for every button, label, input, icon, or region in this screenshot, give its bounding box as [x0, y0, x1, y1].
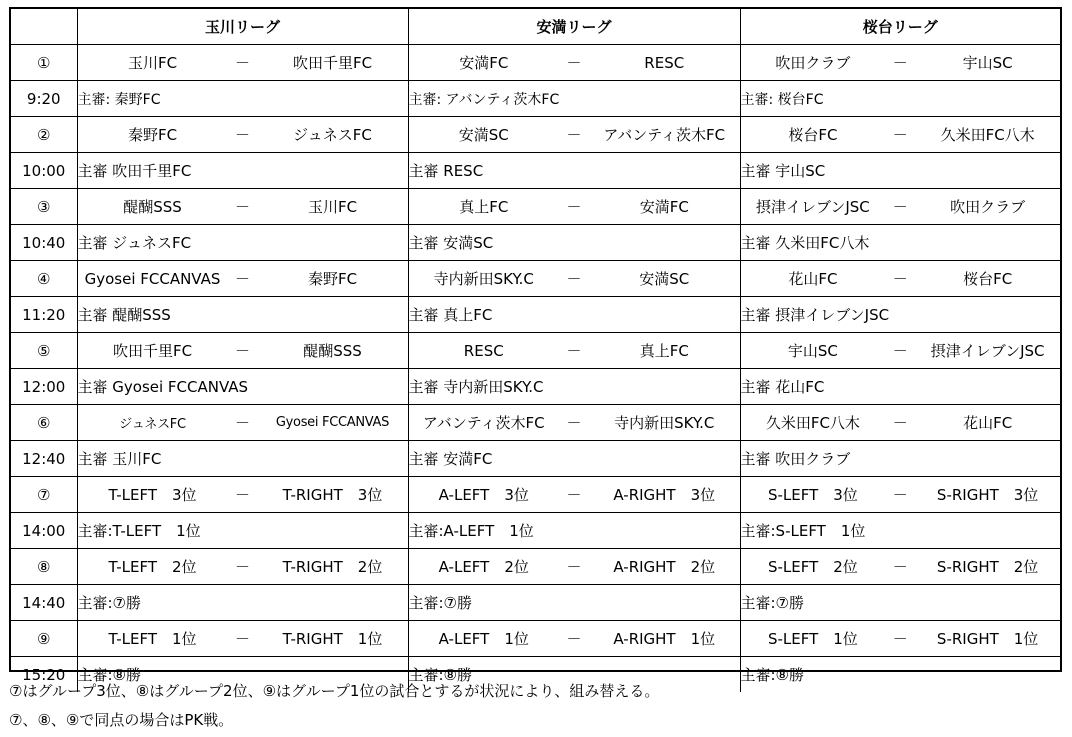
versus-dash: －: [566, 54, 582, 72]
referee-cell-sakuradai: 主審 久米田FC八木: [740, 225, 1060, 261]
home-team: 真上FC: [459, 198, 509, 216]
referee-cell-tamagawa: 主審:T-LEFT 1位: [77, 513, 408, 549]
versus-dash: －: [234, 270, 250, 288]
referee-cell-ama: 主審 安満SC: [408, 225, 740, 261]
home-team: 桜台FC: [788, 126, 838, 144]
league-header-sakuradai: 桜台リーグ: [740, 9, 1060, 45]
home-team: S-LEFT 1位: [767, 630, 858, 648]
referee-cell-tamagawa: 主審:⑧勝: [77, 657, 408, 693]
match-cell-sakuradai: [740, 45, 1060, 81]
round-number: ④: [11, 261, 77, 297]
home-team: 吹田千里FC: [112, 342, 193, 360]
away-team: ジュネスFC: [293, 126, 372, 144]
versus-dash: －: [892, 126, 908, 144]
referee-cell-sakuradai: 主審 花山FC: [740, 369, 1060, 405]
round-number: ③: [11, 189, 77, 225]
home-team: 花山FC: [788, 270, 838, 288]
home-team: 秦野FC: [127, 126, 178, 144]
match-cell-tamagawa: [77, 405, 408, 441]
referee-cell-tamagawa: 主審 玉川FC: [77, 441, 408, 477]
kickoff-time: 9:20: [11, 81, 77, 117]
away-team: 醍醐SSS: [303, 342, 362, 360]
referee-cell-tamagawa: 主審:⑦勝: [77, 585, 408, 621]
versus-dash: －: [234, 630, 250, 648]
versus-dash: －: [234, 198, 250, 216]
match-row: [11, 45, 1060, 81]
match-row: [11, 405, 1060, 441]
kickoff-time: 12:40: [11, 441, 77, 477]
versus-dash: －: [566, 342, 582, 360]
referee-cell-tamagawa: 主審 醍醐SSS: [77, 297, 408, 333]
match-cell-tamagawa: [77, 477, 408, 513]
corner-cell: [11, 9, 77, 45]
match-row: [11, 117, 1060, 153]
match-row: [11, 621, 1060, 657]
versus-dash: －: [234, 414, 250, 432]
referee-cell-sakuradai: 主審 吹田クラブ: [740, 441, 1060, 477]
match-cell-tamagawa: [77, 549, 408, 585]
versus-dash: －: [892, 414, 908, 432]
away-team: アバンティ茨木FC: [603, 126, 726, 144]
versus-dash: －: [566, 558, 582, 576]
away-team: 安満SC: [639, 270, 690, 288]
match-row: [11, 333, 1060, 369]
referee-cell-sakuradai: 主審:S-LEFT 1位: [740, 513, 1060, 549]
home-team: A-LEFT 2位: [438, 558, 529, 576]
away-team: A-RIGHT 3位: [613, 486, 716, 504]
referee-cell-sakuradai: 主審:⑧勝: [740, 657, 1060, 693]
referee-cell-ama: 主審:A-LEFT 1位: [408, 513, 740, 549]
referee-cell-sakuradai: 主審:⑦勝: [740, 585, 1060, 621]
match-row: [11, 549, 1060, 585]
versus-dash: －: [892, 486, 908, 504]
away-team: A-RIGHT 1位: [613, 630, 716, 648]
away-team: 吹田千里FC: [292, 54, 373, 72]
home-team: アバンティ茨木FC: [422, 414, 545, 432]
away-team: S-RIGHT 3位: [936, 486, 1039, 504]
round-number: ⑦: [11, 477, 77, 513]
away-team: 花山FC: [963, 414, 1013, 432]
home-team: RESC: [463, 341, 504, 360]
away-team: RESC: [644, 53, 685, 72]
versus-dash: －: [566, 126, 582, 144]
away-team: T-RIGHT 2位: [282, 558, 383, 576]
referee-row: [11, 297, 1060, 333]
referee-cell-ama: 主審 RESC: [408, 153, 740, 189]
round-number: ⑧: [11, 549, 77, 585]
kickoff-time: 14:00: [11, 513, 77, 549]
away-team: Gyosei FCCANVAS: [275, 415, 390, 430]
referee-cell-tamagawa: 主審 吹田千里FC: [77, 153, 408, 189]
home-team: T-LEFT 2位: [108, 558, 197, 576]
away-team: S-RIGHT 1位: [936, 630, 1039, 648]
round-number: ②: [11, 117, 77, 153]
home-team: T-LEFT 1位: [108, 630, 197, 648]
away-team: 安満FC: [639, 198, 689, 216]
away-team: 久米田FC八木: [940, 126, 1035, 144]
kickoff-time: 15:20: [11, 657, 77, 693]
match-cell-sakuradai: [740, 261, 1060, 297]
versus-dash: －: [892, 198, 908, 216]
home-team: 安満SC: [458, 126, 509, 144]
note-regrouping: ⑦はグループ3位、⑧はグループ2位、⑨はグループ1位の試合とするが状況により、組み替える。: [9, 682, 660, 700]
referee-row: [11, 81, 1060, 117]
away-team: 真上FC: [639, 342, 689, 360]
match-cell-ama: [408, 333, 740, 369]
versus-dash: －: [566, 198, 582, 216]
home-team: Gyosei FCCANVAS: [84, 269, 221, 288]
round-number: ⑨: [11, 621, 77, 657]
away-team: A-RIGHT 2位: [613, 558, 716, 576]
match-row: [11, 189, 1060, 225]
home-team: 醍醐SSS: [123, 198, 182, 216]
home-team: 安満FC: [459, 54, 509, 72]
match-cell-ama: [408, 117, 740, 153]
league-header-ama: 安満リーグ: [408, 9, 740, 45]
versus-dash: －: [234, 486, 250, 504]
referee-row: [11, 369, 1060, 405]
referee-cell-sakuradai: 主審 摂津イレブンJSC: [740, 297, 1060, 333]
away-team: 宇山SC: [962, 54, 1013, 72]
home-team: T-LEFT 3位: [108, 486, 197, 504]
referee-cell-ama: 主審:⑦勝: [408, 585, 740, 621]
match-cell-sakuradai: [740, 189, 1060, 225]
match-cell-ama: [408, 45, 740, 81]
away-team: 寺内新田SKY.C: [614, 414, 715, 432]
match-cell-sakuradai: [740, 477, 1060, 513]
referee-cell-ama: 主審 真上FC: [408, 297, 740, 333]
home-team: 玉川FC: [127, 54, 178, 72]
versus-dash: －: [566, 270, 582, 288]
match-cell-tamagawa: [77, 261, 408, 297]
round-number: ⑤: [11, 333, 77, 369]
referee-row: [11, 225, 1060, 261]
away-team: S-RIGHT 2位: [936, 558, 1039, 576]
referee-row: [11, 513, 1060, 549]
kickoff-time: 10:40: [11, 225, 77, 261]
versus-dash: －: [892, 630, 908, 648]
versus-dash: －: [234, 126, 250, 144]
kickoff-time: 10:00: [11, 153, 77, 189]
referee-cell-ama: 主審 寺内新田SKY.C: [408, 369, 740, 405]
away-team: 秦野FC: [307, 270, 358, 288]
home-team: 久米田FC八木: [765, 414, 860, 432]
referee-row: [11, 585, 1060, 621]
home-team: 宇山SC: [787, 342, 838, 360]
versus-dash: －: [234, 54, 250, 72]
league-header-tamagawa: 玉川リーグ: [77, 9, 408, 45]
versus-dash: －: [892, 54, 908, 72]
kickoff-time: 11:20: [11, 297, 77, 333]
round-number: ⑥: [11, 405, 77, 441]
away-team: T-RIGHT 1位: [282, 630, 383, 648]
home-team: A-LEFT 1位: [438, 630, 529, 648]
kickoff-time: 14:40: [11, 585, 77, 621]
referee-cell-tamagawa: 主審 ジュネスFC: [77, 225, 408, 261]
match-cell-ama: [408, 405, 740, 441]
away-team: T-RIGHT 3位: [282, 486, 383, 504]
match-cell-sakuradai: [740, 405, 1060, 441]
match-cell-sakuradai: [740, 549, 1060, 585]
versus-dash: －: [566, 486, 582, 504]
referee-row: [11, 153, 1060, 189]
match-cell-sakuradai: [740, 621, 1060, 657]
referee-row: [11, 441, 1060, 477]
home-team: 寺内新田SKY.C: [433, 270, 534, 288]
match-cell-tamagawa: [77, 621, 408, 657]
versus-dash: －: [892, 342, 908, 360]
versus-dash: －: [566, 630, 582, 648]
versus-dash: －: [892, 270, 908, 288]
away-team: 桜台FC: [963, 270, 1013, 288]
referee-cell-tamagawa: 主審: 秦野FC: [77, 81, 408, 117]
home-team: 摂津イレブンJSC: [755, 198, 870, 216]
kickoff-time: 12:00: [11, 369, 77, 405]
home-team: S-LEFT 2位: [767, 558, 858, 576]
away-team: 玉川FC: [307, 198, 358, 216]
match-cell-ama: [408, 261, 740, 297]
match-cell-sakuradai: [740, 117, 1060, 153]
match-row: [11, 261, 1060, 297]
away-team: 摂津イレブンJSC: [930, 342, 1045, 360]
versus-dash: －: [892, 558, 908, 576]
match-cell-ama: [408, 621, 740, 657]
schedule-table: [11, 9, 1060, 692]
home-team: A-LEFT 3位: [438, 486, 529, 504]
match-cell-sakuradai: [740, 333, 1060, 369]
match-cell-ama: [408, 477, 740, 513]
versus-dash: －: [234, 558, 250, 576]
versus-dash: －: [566, 414, 582, 432]
versus-dash: －: [234, 342, 250, 360]
referee-cell-ama: 主審 安満FC: [408, 441, 740, 477]
match-cell-ama: [408, 189, 740, 225]
home-team: ジュネスFC: [119, 417, 186, 432]
schedule-sheet: [9, 7, 1062, 684]
match-cell-ama: [408, 549, 740, 585]
note-pk: ⑦、⑧、⑨で同点の場合はPK戦。: [9, 711, 234, 729]
referee-cell-ama: 主審:⑧勝: [408, 657, 740, 693]
match-cell-tamagawa: [77, 117, 408, 153]
round-number: ①: [11, 45, 77, 81]
referee-cell-sakuradai: 主審: 桜台FC: [740, 81, 1060, 117]
away-team: 吹田クラブ: [950, 198, 1026, 216]
home-team: 吹田クラブ: [775, 54, 851, 72]
referee-cell-ama: 主審: アバンティ茨木FC: [408, 81, 740, 117]
match-cell-tamagawa: [77, 333, 408, 369]
home-team: S-LEFT 3位: [767, 486, 858, 504]
match-cell-tamagawa: [77, 189, 408, 225]
match-cell-tamagawa: [77, 45, 408, 81]
referee-cell-sakuradai: 主審 宇山SC: [740, 153, 1060, 189]
header-row: [11, 9, 1060, 45]
match-row: [11, 477, 1060, 513]
referee-cell-tamagawa: 主審 Gyosei FCCANVAS: [77, 369, 408, 405]
